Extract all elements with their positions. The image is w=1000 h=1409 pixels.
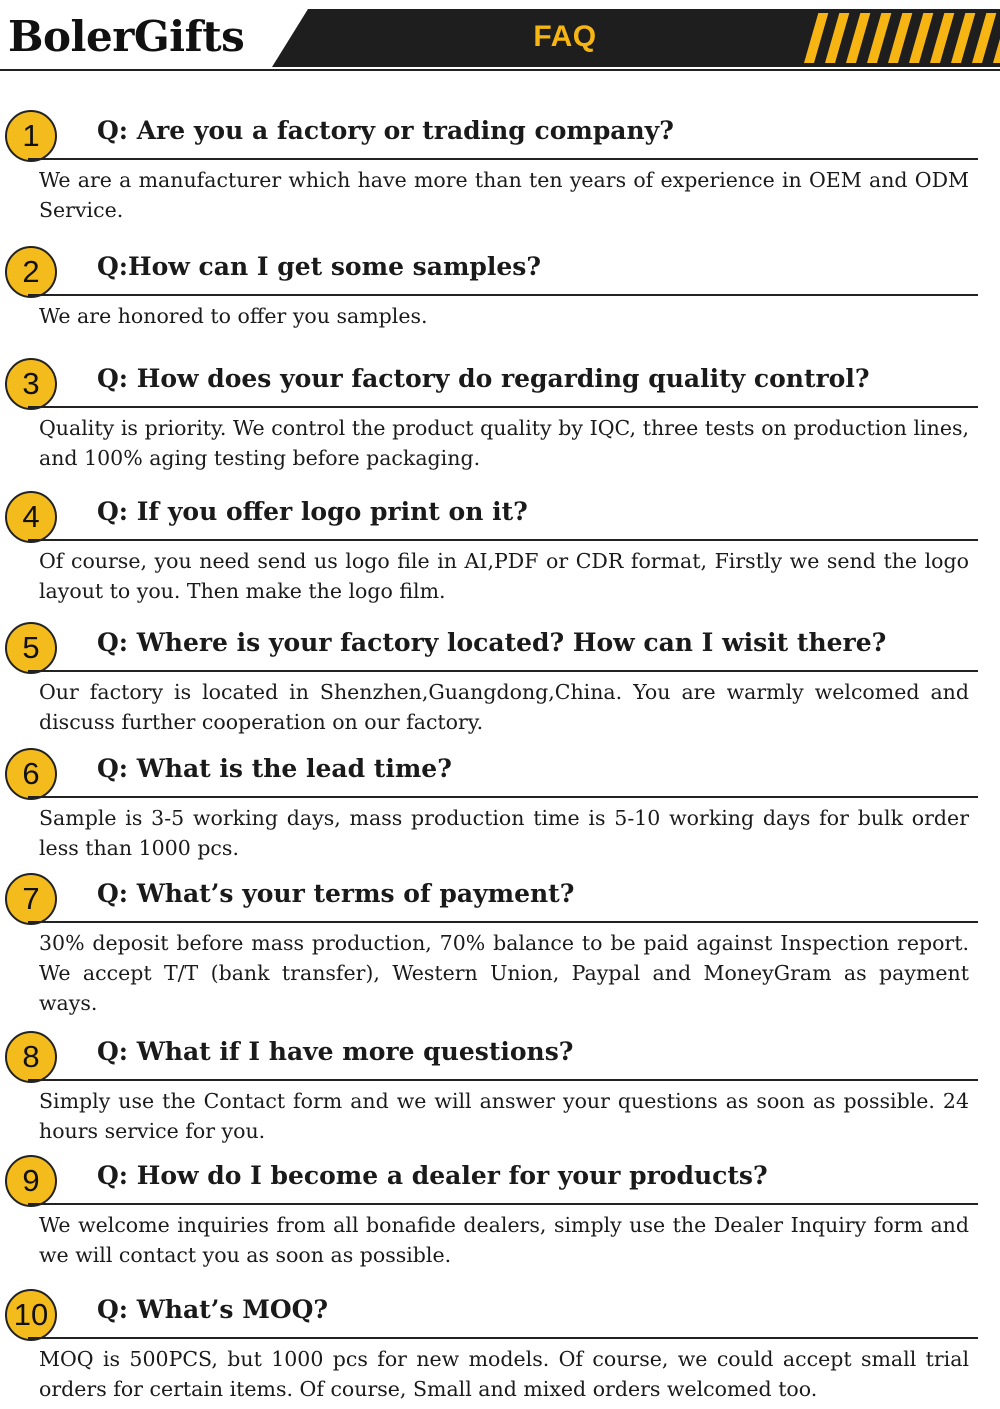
question-divider — [28, 539, 978, 541]
number-badge — [5, 873, 57, 925]
question-divider — [28, 406, 978, 408]
number-badge — [5, 1289, 57, 1341]
badge-number: 9 — [22, 1163, 40, 1198]
number-badge — [5, 491, 57, 543]
stripe — [867, 13, 891, 63]
number-badge — [5, 748, 57, 800]
faq-question: Q: How do I become a dealer for your products? — [97, 1161, 768, 1190]
header — [0, 0, 1000, 72]
badge-number: 1 — [22, 118, 40, 153]
stripe — [888, 13, 912, 63]
faq-question: Q:How can I get some samples? — [97, 252, 542, 281]
header-divider — [0, 69, 1000, 71]
faq-answer: MOQ is 500PCS, but 1000 pcs for new models. Of course, we could accept small trial orders for certain items. Of course, Small and mixed orders welcomed too. — [39, 1347, 969, 1401]
faq-question: Q: Are you a factory or trading company? — [97, 116, 674, 145]
number-badge — [5, 358, 57, 410]
stripe — [972, 13, 996, 63]
page-title: FAQ — [533, 20, 597, 53]
question-divider — [28, 921, 978, 923]
faq-answer: We are a manufacturer which have more than ten years of experience in OEM and ODM Service. — [39, 168, 969, 222]
faq-question: Q: What’s your terms of payment? — [97, 879, 575, 908]
faq-question: Q: If you offer logo print on it? — [97, 497, 528, 526]
faq-question: Q: What is the lead time? — [97, 754, 452, 783]
question-divider — [28, 670, 978, 672]
question-divider — [28, 796, 978, 798]
faq-question: Q: How does your factory do regarding quality control? — [97, 364, 870, 393]
number-badge — [5, 622, 57, 674]
number-badge — [5, 1031, 57, 1083]
badge-number: 3 — [22, 366, 40, 401]
faq-question: Q: Where is your factory located? How can I wisit there? — [97, 628, 887, 657]
badge-number: 7 — [22, 881, 40, 916]
question-divider — [28, 1203, 978, 1205]
question-divider — [28, 1079, 978, 1081]
badge-number: 6 — [22, 756, 40, 791]
faq-answer: We welcome inquiries from all bonafide dealers, simply use the Dealer Inquiry form and we will contact you as soon as possible. — [39, 1213, 969, 1267]
stripe — [909, 13, 933, 63]
faq-answer: Sample is 3-5 working days, mass production time is 5-10 working days for bulk order less than 1000 pcs. — [39, 806, 969, 860]
number-badge — [5, 110, 57, 162]
faq-answer: Our factory is located in Shenzhen,Guangdong,China. You are warmly welcomed and discuss further cooperation on our factory. — [39, 680, 969, 734]
badge-number: 2 — [22, 254, 40, 289]
faq-answer: Of course, you need send us logo file in AI,PDF or CDR format, Firstly we send the logo layout to you. Then make the logo film. — [39, 549, 969, 603]
badge-number: 5 — [22, 630, 40, 665]
faq-answer: Simply use the Contact form and we will answer your questions as soon as possible. 24 hours service for you. — [39, 1089, 969, 1143]
badge-number: 4 — [22, 499, 40, 534]
question-divider — [28, 158, 978, 160]
hazard-stripes — [780, 13, 1000, 63]
badge-number: 10 — [13, 1297, 49, 1332]
number-badge — [5, 246, 57, 298]
faq-question: Q: What if I have more questions? — [97, 1037, 574, 1066]
brand-logo: BolerGifts — [8, 12, 245, 61]
faq-question: Q: What’s MOQ? — [97, 1295, 329, 1324]
faq-answer: We are honored to offer you samples. — [39, 304, 428, 328]
stripe — [846, 13, 870, 63]
stripe — [825, 13, 849, 63]
stripe — [951, 13, 975, 63]
number-badge — [5, 1155, 57, 1207]
faq-answer: Quality is priority. We control the product quality by IQC, three tests on production lines, and 100% aging testing before packaging. — [39, 416, 969, 470]
question-divider — [28, 1337, 978, 1339]
faq-answer: 30% deposit before mass production, 70% balance to be paid against Inspection report. We accept T/T (bank transfer), Western Union, Paypal and MoneyGram as payment ways. — [39, 931, 969, 1015]
badge-number: 8 — [22, 1039, 40, 1074]
stripe — [930, 13, 954, 63]
question-divider — [28, 294, 978, 296]
stripe — [804, 13, 828, 63]
